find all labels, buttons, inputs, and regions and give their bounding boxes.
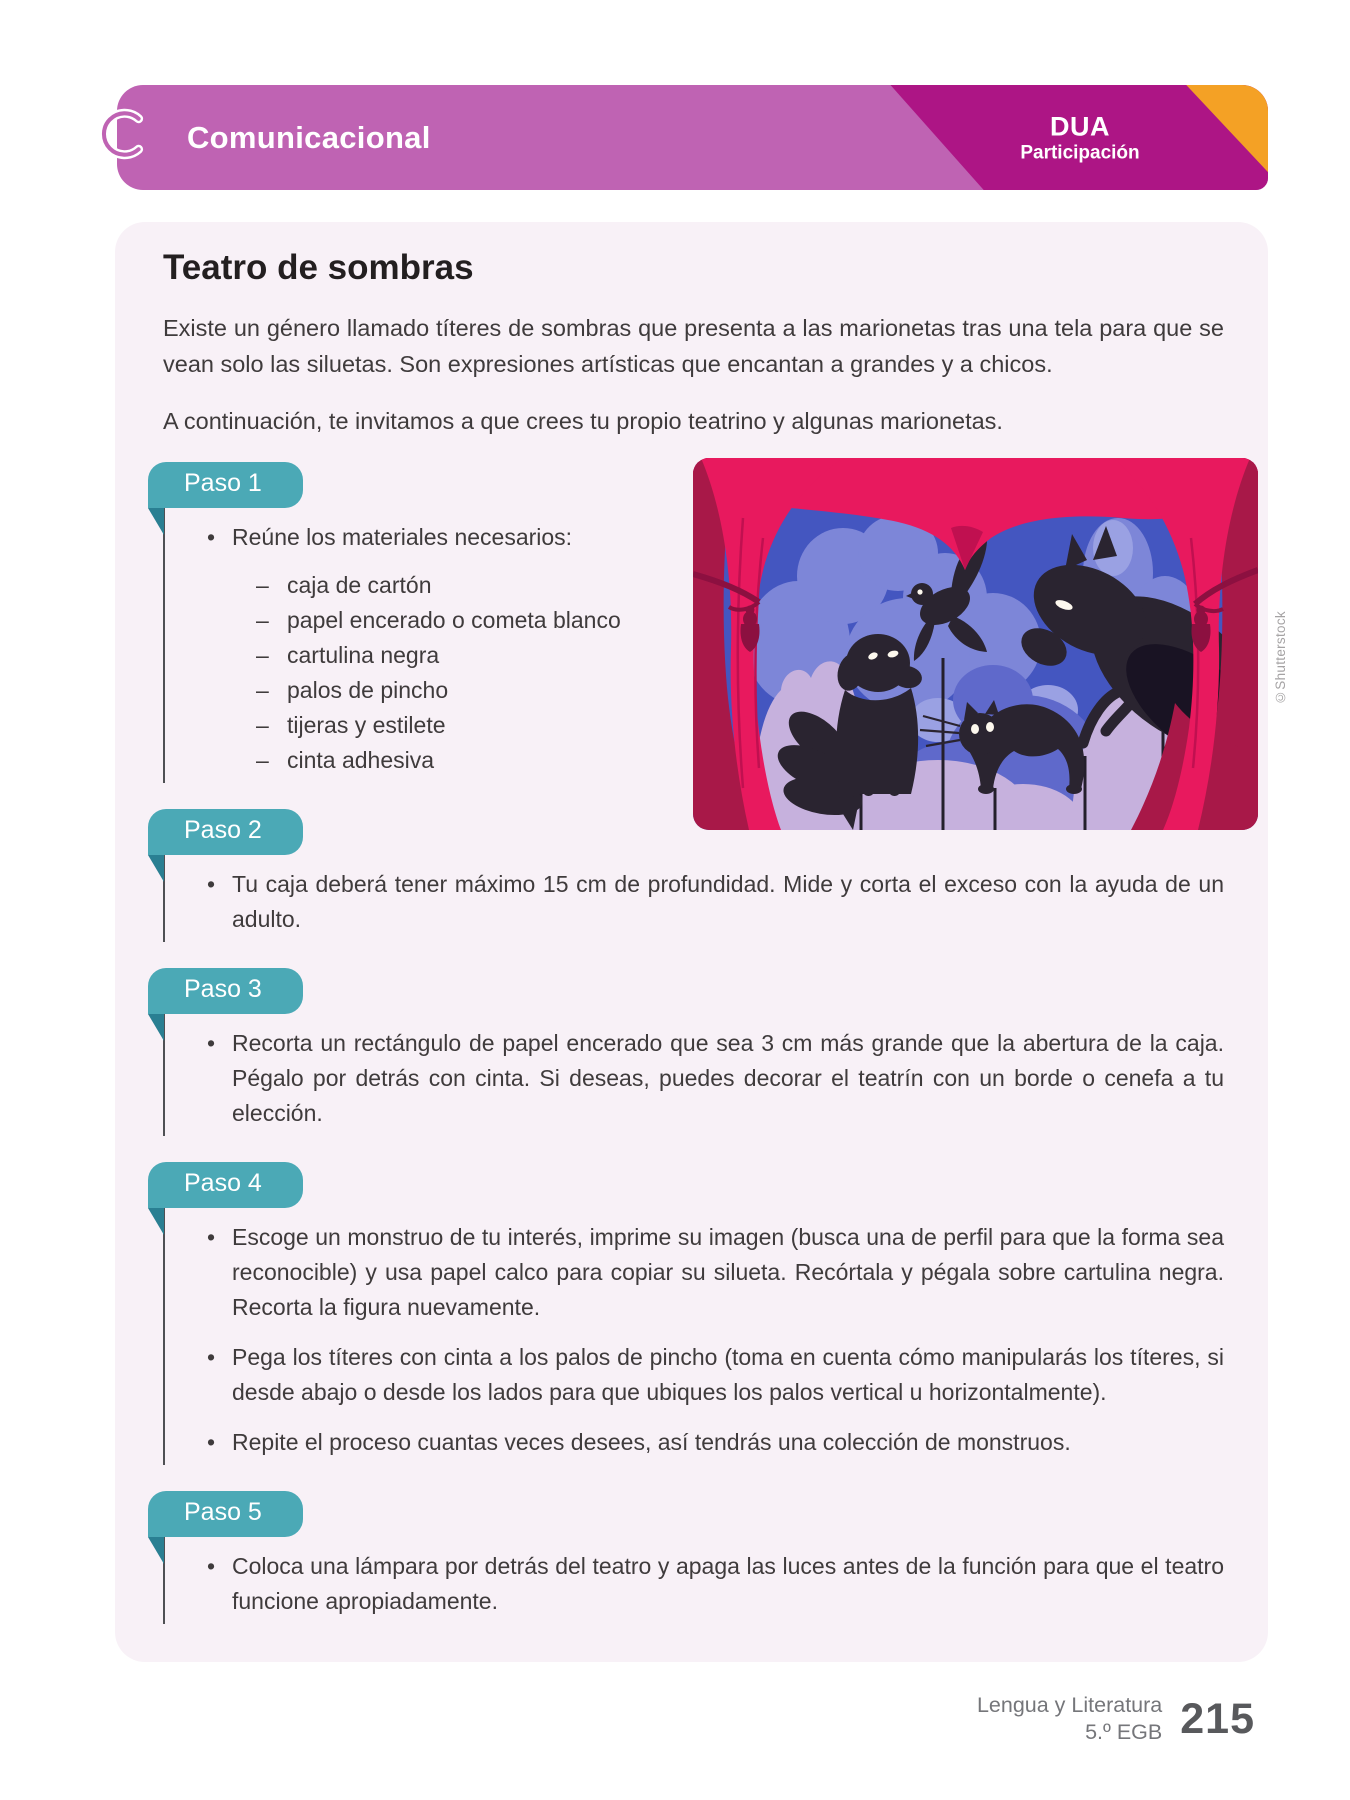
intro-paragraph: A continuación, te invitamos a que crees tu propio teatrino y algunas marionetas. xyxy=(163,408,1003,434)
paso-label: Paso 3 xyxy=(184,975,262,1003)
paso-body xyxy=(163,1208,1224,1465)
paso-body xyxy=(163,508,670,783)
dua-title: DUA xyxy=(1050,111,1110,142)
material-item: – palos de pincho xyxy=(232,673,670,708)
paso-body xyxy=(163,1014,1224,1136)
bullet-item: • Tu caja deberá tener máximo 15 cm de profundidad. Mide y corta el exceso con la ayuda de un adulto. xyxy=(165,867,1224,937)
intro-paragraph: Existe un género llamado títeres de sombras que presenta a las marionetas tras una tela para que se vean solo las siluetas. Son expresiones artísticas que encantan a grandes y a chicos. xyxy=(163,315,1224,377)
footer-grade: 5.º EGB xyxy=(1085,1720,1163,1744)
bullet-item: • Pega los títeres con cinta a los palos de pincho (toma en cuenta cómo manipularás los títeres, si desde abajo o desde los lados para que ubiques los palos vertical u horizontalmente). xyxy=(165,1340,1224,1410)
paso-section xyxy=(163,968,1224,1136)
page-footer xyxy=(977,1692,1255,1746)
dua-subtitle: Participación xyxy=(1020,142,1140,164)
bullet-item: • Recorta un rectángulo de papel encerado que sea 3 cm más grande que la abertura de la caja. Pégalo por detrás con cinta. Si deseas, puedes decorar el teatrín con un borde o cenefa a tu elección. xyxy=(165,1026,1224,1131)
paso-body xyxy=(163,855,1224,942)
bullet-item: • Coloca una lámpara por detrás del teatro y apaga las luces antes de la función para que el teatro funcione apropiadamente. xyxy=(165,1549,1224,1619)
header-banner xyxy=(117,85,1268,190)
paso-section xyxy=(163,1162,1224,1465)
paso-badge xyxy=(148,809,303,855)
material-item: – papel encerado o cometa blanco xyxy=(232,603,670,638)
paso-badge xyxy=(148,1491,303,1537)
bullet-item: • Escoge un monstruo de tu interés, imprime su imagen (busca una de perfil para que la forma sea reconocible) y usa papel calco para copiar su silueta. Recórtala y pégala sobre cartulina negra. Recorta la figura nuevamente. xyxy=(165,1220,1224,1325)
page-title: Teatro de sombras xyxy=(163,248,474,287)
shadow-theater-illustration xyxy=(693,458,1258,830)
footer-subject: Lengua y Literatura xyxy=(976,1693,1163,1717)
image-credit: ©Shutterstock xyxy=(1273,611,1288,705)
paso-label: Paso 2 xyxy=(184,816,262,844)
page-number: 215 xyxy=(1180,1694,1255,1743)
material-item: – cinta adhesiva xyxy=(232,743,670,778)
section-category-label: Comunicacional xyxy=(187,119,431,155)
paso-badge xyxy=(148,968,303,1014)
paso-label: Paso 5 xyxy=(184,1498,262,1526)
bullet-item: • Repite el proceso cuantas veces desees, así tendrás una colección de monstruos. xyxy=(165,1425,1224,1460)
content-card xyxy=(115,222,1288,1662)
paso-section xyxy=(163,1491,1224,1624)
comunicacional-c-logo-icon xyxy=(99,107,153,161)
material-item: – tijeras y estilete xyxy=(232,708,670,743)
paso-badge xyxy=(148,462,303,508)
paso-label: Paso 1 xyxy=(184,469,262,497)
materials-list xyxy=(232,568,670,778)
paso-label: Paso 4 xyxy=(184,1169,262,1197)
material-item: – cartulina negra xyxy=(232,638,670,673)
material-item: – caja de cartón xyxy=(232,568,670,603)
dua-tag xyxy=(970,111,1190,164)
bullet-item: • Reúne los materiales necesarios: – caja de cartón – papel encerado o cometa blanco – cartulina negra – palos de pincho – tijeras y estilete – cinta adhesiva xyxy=(165,520,670,778)
paso-body xyxy=(163,1537,1224,1624)
paso-badge xyxy=(148,1162,303,1208)
